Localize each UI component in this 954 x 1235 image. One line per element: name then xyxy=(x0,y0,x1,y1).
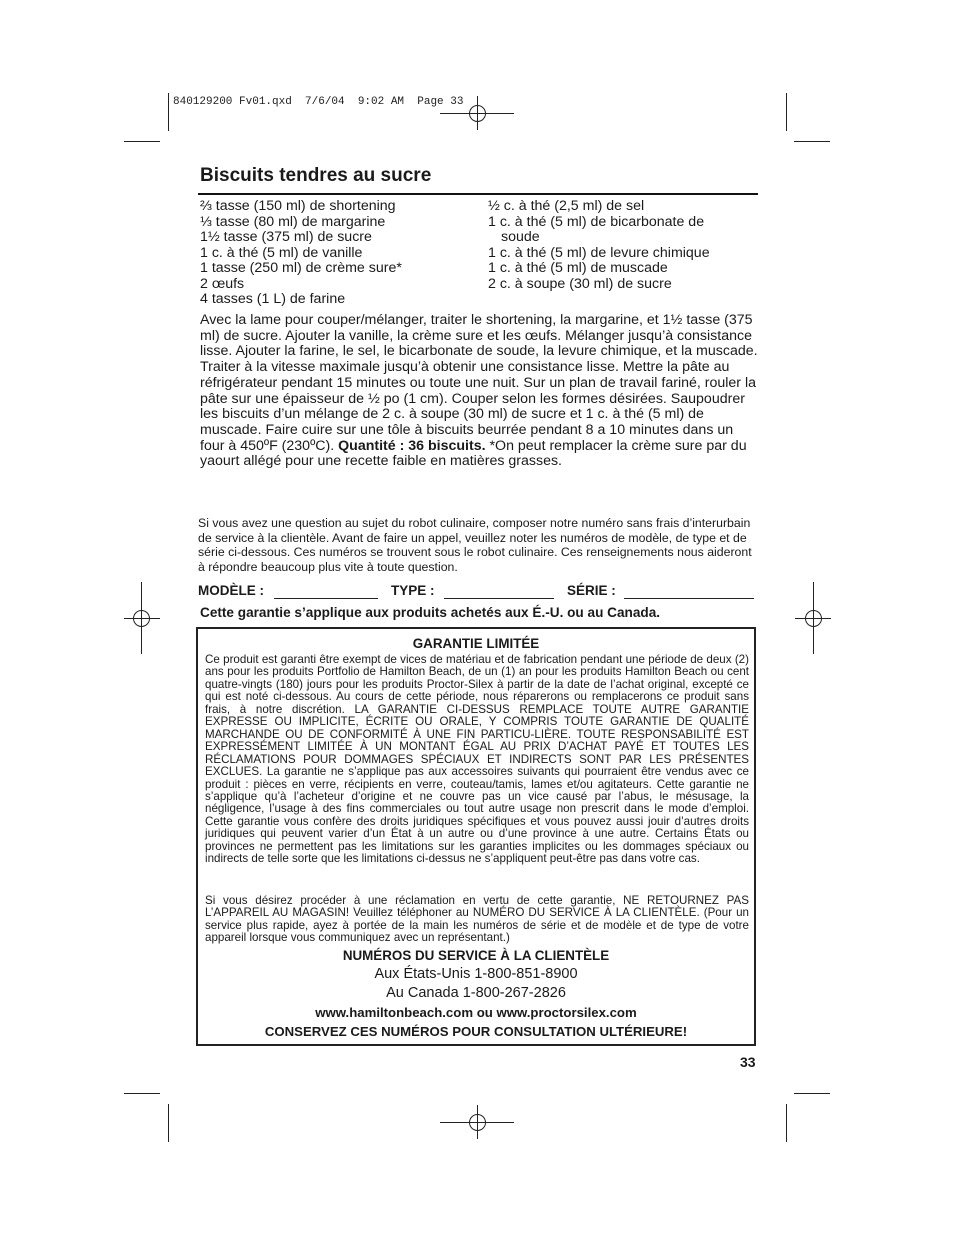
ingredient-item: ⅓ tasse (80 ml) de margarine xyxy=(200,213,386,230)
service-intro: Si vous avez une question au sujet du robot culinaire, composer notre numéro sans frais d’interurbain de service à la clientèle. Avant de faire un appel, veuillez noter les numéros de modèle, de type et de série ci-dessous. Ces numéros se trouvent sous le robot culinaire. Ces renseignements nous aideront à répondre beaucoup plus vite à toute question. xyxy=(198,516,752,574)
ingredients-right xyxy=(488,199,710,292)
method-text: Avec la lame pour couper/mélanger, traiter le shortening, la margarine, et 1½ tasse (375 ml) de sucre. Ajouter la vanille, la crème sure et les œufs. Mélanger jusqu’à consistance lisse. Ajouter la farine, le sel, le bicarbonate de soude, la levure chimique, et la muscade. Traiter à la vitesse maximale jusqu’à obtenir une consistance lisse. Mettre la pâte au réfrigérateur pendant 15 minutes ou toute une nuit. Sur un plan de travail fariné, rouler la pâte sur une épaisseur de ½ po (1 cm). Couper selon les formes désirées. Saupoudrer les biscuits d’un mélange de 2 c. à soupe (30 ml) de sucre et 1 c. à thé (5 ml) de muscade. Faire cuire sur une tôle à biscuits beurrée pendant 8 a 10 minutes dans un four à 450ºF (230ºC). xyxy=(200,312,758,454)
recipe-title: Biscuits tendres au sucre xyxy=(200,165,432,186)
page-number: 33 xyxy=(740,1054,756,1070)
yield-text: Quantité : 36 biscuits. xyxy=(338,437,486,454)
ingredients-left xyxy=(200,199,402,308)
websites-link[interactable]: www.hamiltonbeach.com ou www.proctorsilex.com xyxy=(315,1005,637,1020)
ingredient-item: 1 c. à thé (5 ml) de muscade xyxy=(488,260,668,276)
warranty-scope: Cette garantie s’applique aux produits achetés aux É.-U. ou au Canada. xyxy=(200,605,661,620)
ingredient-item: 1½ tasse (375 ml) de sucre xyxy=(200,229,372,245)
canada-phone: Au Canada 1-800-267-2826 xyxy=(386,985,566,1001)
ingredient-item: 1 c. à thé (5 ml) de levure chimique xyxy=(488,244,710,261)
serial-field[interactable] xyxy=(624,598,754,599)
ingredient-item: 2 c. à soupe (30 ml) de sucre xyxy=(488,275,672,292)
ingredient-item: 1 c. à thé (5 ml) de bicarbonate de xyxy=(488,213,705,230)
model-field[interactable] xyxy=(274,598,378,599)
type-field[interactable] xyxy=(444,598,554,599)
warranty-box xyxy=(196,627,756,1046)
ingredient-item: 2 œufs xyxy=(200,275,245,292)
service-heading: NUMÉROS DU SERVICE À LA CLIENTÈLE xyxy=(342,948,610,963)
serial-label: SÉRIE : xyxy=(567,583,616,598)
print-slug: 840129200 Fv01.qxd 7/6/04 9:02 AM Page 33 xyxy=(173,96,464,108)
title-rule xyxy=(198,193,758,195)
ingredient-item: 1 c. à thé (5 ml) de vanille xyxy=(200,244,363,261)
type-label: TYPE : xyxy=(391,583,435,598)
ingredient-item: 1 tasse (250 ml) de crème sure* xyxy=(200,260,402,276)
warranty-title: GARANTIE LIMITÉE xyxy=(412,636,540,651)
warranty-terms: Ce produit est garanti être exempt de vices de matériau et de fabrication pendant une période de deux (2) ans pour les produits Portfolio de Hamilton Beach, de un (1) an pour les produits Hamilton Beach ou cent quatre-vingts (180) jours pour les produits Proctor-Silex à partir de la date de l’achat original, excepté ce qui est noté ci-dessous. Au cours de cette période, nous réparerons ou remplacerons ce produit sans frais, à notre discrétion. LA GARANTIE CI-DESSUS REMPLACE TOUTE AUTRE GARANTIE EXPRESSE OU IMPLICITE, ÉCRITE OU ORALE, Y COMPRIS TOUTE GARANTIE DE QUALITÉ MARCHANDE OU DE CONFORMITÉ À UNE FIN PARTICU-LIÈRE. TOUTE RESPONSABILITÉ EST EXPRESSÉMENT LIMITÉE À UN MONTANT ÉGAL AU PRIX D’ACHAT PAYÉ ET TOUTES LES RÉCLAMATIONS POUR DOMMAGES SPÉCIAUX ET INDIRECTS SONT PAR LES PRÉSENTES EXCLUES. La garantie ne s’applique pas aux accessoires suivants qui pourraient être vendus avec ce produit : pièces en verre, récipients en verre, couteau/tamis, lames et/ou agitateurs. Cette garantie ne s’applique qu’à l’acheteur d’origine et ne couvre pas un vice causé par l’abus, le mésusage, la négligence, l’usage à des fins commerciales ou tout autre usage non prescrit dans le mode d’emploi. Cette garantie vous confère des droits juridiques spécifiques et vous pouvez aussi jouir d’autres droits juridiques qui peuvent varier d’un État à un autre ou d’une province à une autre. Certains États ou provinces ne permettent pas les limitations sur les garanties implicites ou les dommages spéciaux ou indirects de telle sorte que les limitations ci-dessus ne s’appliquent peut-être pas dans votre cas. xyxy=(205,653,749,866)
ingredient-item: 4 tasses (1 L) de farine xyxy=(200,291,346,307)
ingredient-item: ⅔ tasse (150 ml) de shortening xyxy=(200,198,396,214)
warranty-claims: Si vous désirez procéder à une réclamation en vertu de cette garantie, NE RETOURNEZ PAS L’APPAREIL AU MAGASIN! Veuillez téléphoner au NUMÉRO DU SERVICE À LA CLIENTÈLE. (Pour un service plus rapide, ayez à portée de la main les numéros de série et de modèle et de type de votre appareil lorsque vous communiquez avec un représentant.) xyxy=(205,894,749,945)
method-note: *On peut remplacer la crème sure par du yaourt allégé pour une recette faible en matières grasses. xyxy=(200,437,747,470)
product-info-fields xyxy=(198,583,758,601)
keep-numbers-note: CONSERVEZ CES NUMÉROS POUR CONSULTATION ULTÉRIEURE! xyxy=(264,1024,688,1039)
recipe-method xyxy=(200,313,758,470)
model-label: MODÈLE : xyxy=(198,583,264,598)
ingredient-item-continued: soude xyxy=(501,229,540,245)
ingredient-item: ½ c. à thé (2,5 ml) de sel xyxy=(488,198,645,214)
us-phone: Aux États-Unis 1-800-851-8900 xyxy=(374,966,578,982)
